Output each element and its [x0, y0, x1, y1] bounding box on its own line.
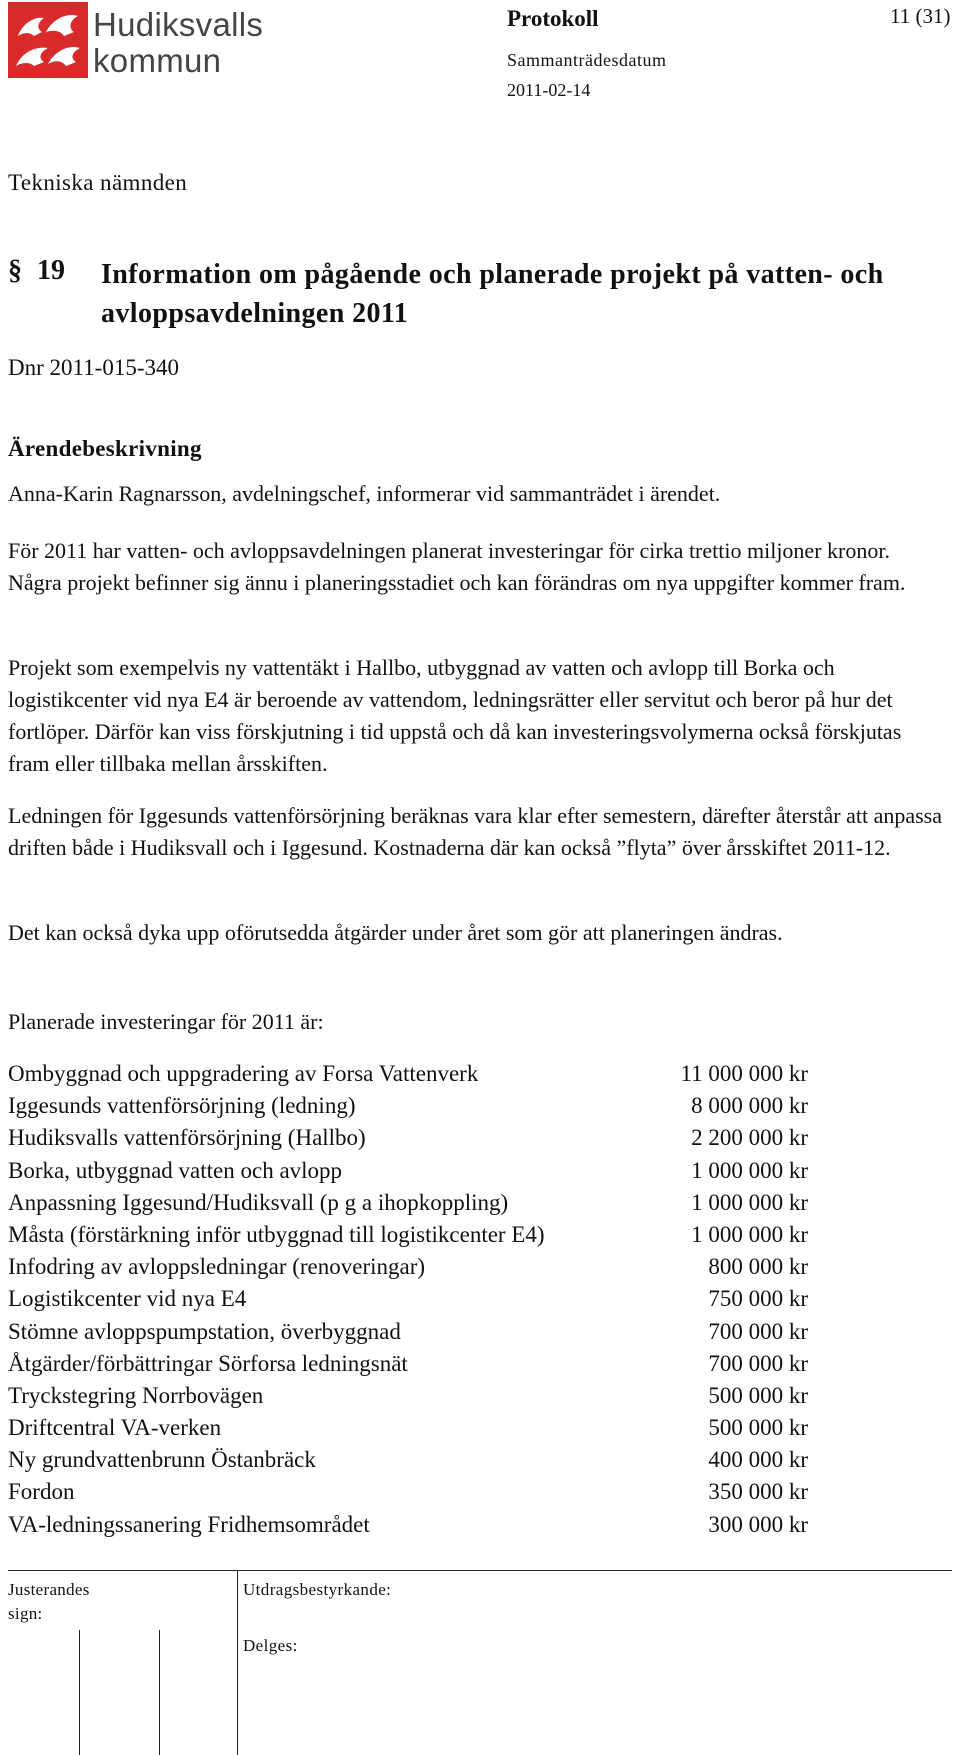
investment-label: VA-ledningssanering Fridhemsområdet [8, 1511, 370, 1537]
footer-column-divider [237, 1570, 238, 1755]
paragraph-investments-intro: Planerade investeringar för 2011 är: [8, 1009, 324, 1034]
investment-row [8, 1122, 808, 1154]
committee-name: Tekniska nämnden [8, 170, 188, 195]
investment-row [8, 1380, 808, 1412]
investment-row [8, 1219, 808, 1251]
logo-text-line2: kommun [93, 42, 222, 79]
paragraph-presenter: Anna-Karin Ragnarsson, avdelningschef, informerar vid sammanträdet i ärendet. [8, 481, 721, 506]
paragraph-investment-overview: För 2011 har vatten- och avloppsavdelningen planerat investeringar för cirka trettio miljoner kronor. Några projekt befinner sig ännu i planeringsstadiet och kan förändras om nya uppgifter kommer fram. [8, 538, 906, 595]
investment-label: Ombyggnad och uppgradering av Forsa Vattenverk [8, 1061, 479, 1086]
investment-label: Borka, utbyggnad vatten och avlopp [8, 1157, 343, 1183]
signature-box-divider [79, 1630, 80, 1755]
investment-label: Åtgärder/förbättringar Sörforsa ledningsnät [8, 1350, 408, 1376]
meeting-date-label: Sammanträdesdatum [507, 50, 667, 70]
investment-row [8, 1251, 808, 1283]
investment-row [8, 1509, 808, 1541]
investment-amount: 500 000 kr [708, 1382, 808, 1408]
signature-label: Justerandes sign: [8, 1580, 90, 1623]
investment-row [8, 1090, 808, 1122]
investment-row [8, 1444, 808, 1476]
investment-label: Måsta (förstärkning inför utbyggnad till logistikcenter E4) [8, 1221, 545, 1247]
section-number: 19 [37, 255, 65, 286]
investment-amount: 350 000 kr [708, 1479, 808, 1505]
investment-amount: 400 000 kr [708, 1447, 808, 1473]
investment-row [8, 1187, 808, 1219]
investment-label: Tryckstegring Norrbovägen [8, 1382, 264, 1408]
investment-amount: 1 000 000 kr [691, 1189, 808, 1215]
section-title: Information om pågående och planerade projekt på vatten- och avloppsavdelningen 2011 [101, 259, 884, 329]
investment-amount: 750 000 kr [708, 1286, 808, 1312]
investment-amount: 500 000 kr [708, 1415, 808, 1441]
investment-label: Infodring av avloppsledningar (renoveringar) [8, 1254, 426, 1280]
investment-label: Ny grundvattenbrunn Östanbräck [8, 1447, 316, 1473]
diary-number: Dnr 2011-015-340 [8, 355, 179, 380]
investment-row [8, 1348, 808, 1380]
investment-row [8, 1155, 808, 1187]
investment-amount: 700 000 kr [708, 1318, 808, 1344]
signature-box-divider [159, 1630, 160, 1755]
page-number: 11 (31) [890, 4, 951, 28]
investment-row [8, 1316, 808, 1348]
investment-amount: 2 200 000 kr [691, 1125, 808, 1151]
investment-label: Hudiksvalls vattenförsörjning (Hallbo) [8, 1125, 366, 1151]
logo-emblem-icon [8, 2, 88, 78]
extract-certification-label: Utdragsbestyrkande: [243, 1580, 392, 1599]
investment-amount: 1 000 000 kr [691, 1221, 808, 1247]
investment-label: Driftcentral VA-verken [8, 1415, 222, 1441]
investment-row [8, 1476, 808, 1508]
meeting-date-value: 2011-02-14 [507, 80, 591, 100]
investment-row [8, 1058, 808, 1090]
investment-label: Iggesunds vattenförsörjning (ledning) [8, 1093, 356, 1119]
investment-row [8, 1412, 808, 1444]
paragraph-iggesund-pipeline: Ledningen för Iggesunds vattenförsörjning beräknas vara klar efter semestern, därefter återstår att anpassa driften både i Hudiksvall och i Iggesund. Kostnaderna där kan också ”flyta” över årsskiftet 2011-12. [8, 803, 942, 860]
investment-amount: 700 000 kr [708, 1350, 808, 1376]
investment-amount: 11 000 000 kr [680, 1061, 808, 1086]
logo-text-line1: Hudiksvalls [93, 6, 264, 43]
paragraph-project-dependencies: Projekt som exempelvis ny vattentäkt i Hallbo, utbyggnad av vatten och avlopp till Borka och logistikcenter vid nya E4 är beroende av vattendom, ledningsrätter eller servitut och beror på hur det fortlöper. Därför kan viss förskjutning i tid uppstå och då kan investeringsvolymerna också förskjutas fram eller tillbaka mellan årsskiften. [8, 655, 902, 776]
investment-label: Anpassning Iggesund/Hudiksvall (p g a ihopkoppling) [8, 1189, 509, 1215]
investment-amount: 8 000 000 kr [691, 1093, 808, 1119]
description-heading: Ärendebeskrivning [8, 436, 202, 461]
investment-label: Fordon [8, 1479, 75, 1505]
investment-list [8, 1058, 808, 1541]
investment-label: Stömne avloppspumpstation, överbyggnad [8, 1318, 401, 1344]
document-type: Protokoll [507, 6, 599, 31]
investment-amount: 300 000 kr [708, 1511, 808, 1537]
investment-label: Logistikcenter vid nya E4 [8, 1286, 247, 1312]
footer-divider [8, 1570, 952, 1571]
investment-amount: 800 000 kr [708, 1254, 808, 1280]
investment-amount: 1 000 000 kr [691, 1157, 808, 1183]
paragraph-unforeseen-measures: Det kan också dyka upp oförutsedda åtgärder under året som gör att planeringen ändras. [8, 920, 783, 945]
municipality-logo [8, 2, 264, 79]
investment-row [8, 1283, 808, 1315]
section-symbol: § [8, 255, 22, 286]
distribution-label: Delges: [243, 1636, 298, 1655]
